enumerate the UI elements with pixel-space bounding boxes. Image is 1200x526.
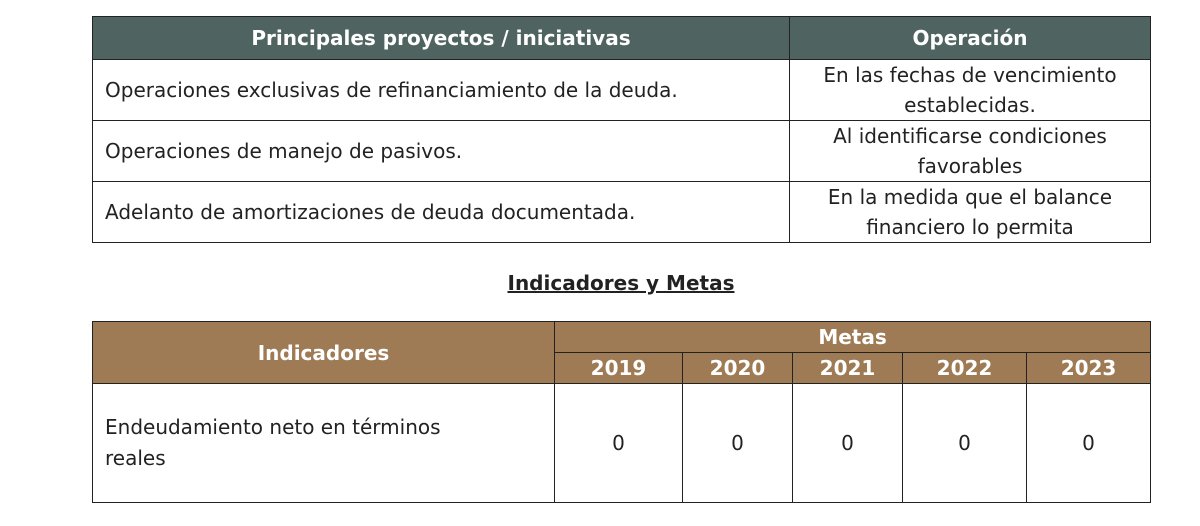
operation-line: En la medida que el balance <box>827 185 1113 209</box>
table-row <box>93 182 1151 243</box>
year-2023: 2023 <box>1027 353 1151 384</box>
operation-line: financiero lo permita <box>866 215 1074 239</box>
operation-line: establecidas. <box>904 93 1036 117</box>
value-2021: 0 <box>793 384 903 503</box>
operation-cell <box>790 182 1151 243</box>
indicators-table <box>92 321 1151 503</box>
value-2023: 0 <box>1027 384 1151 503</box>
year-2019: 2019 <box>555 353 683 384</box>
indicator-cell <box>93 384 555 503</box>
year-2022: 2022 <box>903 353 1027 384</box>
operation-line: favorables <box>917 154 1023 178</box>
indicator-line: Endeudamiento neto en términos <box>105 415 441 439</box>
section-title: Indicadores y Metas <box>507 271 735 295</box>
value-2019: 0 <box>555 384 683 503</box>
year-2021: 2021 <box>793 353 903 384</box>
year-2020: 2020 <box>683 353 793 384</box>
indicator-line: reales <box>105 446 166 470</box>
operation-cell <box>790 121 1151 182</box>
header-projects: Principales proyectos / iniciativas <box>93 17 790 60</box>
table-row <box>93 384 1151 503</box>
project-cell: Adelanto de amortizaciones de deuda documentada. <box>93 182 790 243</box>
projects-table <box>92 16 1151 243</box>
table-row <box>93 60 1151 121</box>
header-indicators: Indicadores <box>93 322 555 384</box>
header-operation: Operación <box>790 17 1151 60</box>
project-cell: Operaciones de manejo de pasivos. <box>93 121 790 182</box>
value-2020: 0 <box>683 384 793 503</box>
header-metas: Metas <box>555 322 1151 353</box>
projects-header-row <box>93 17 1151 60</box>
value-2022: 0 <box>903 384 1027 503</box>
operation-line: Al identificarse condiciones <box>833 124 1107 148</box>
table-row <box>93 121 1151 182</box>
operation-line: En las fechas de vencimiento <box>823 63 1117 87</box>
operation-cell <box>790 60 1151 121</box>
project-cell: Operaciones exclusivas de refinanciamiento de la deuda. <box>93 60 790 121</box>
indicators-header-row <box>93 322 1151 353</box>
